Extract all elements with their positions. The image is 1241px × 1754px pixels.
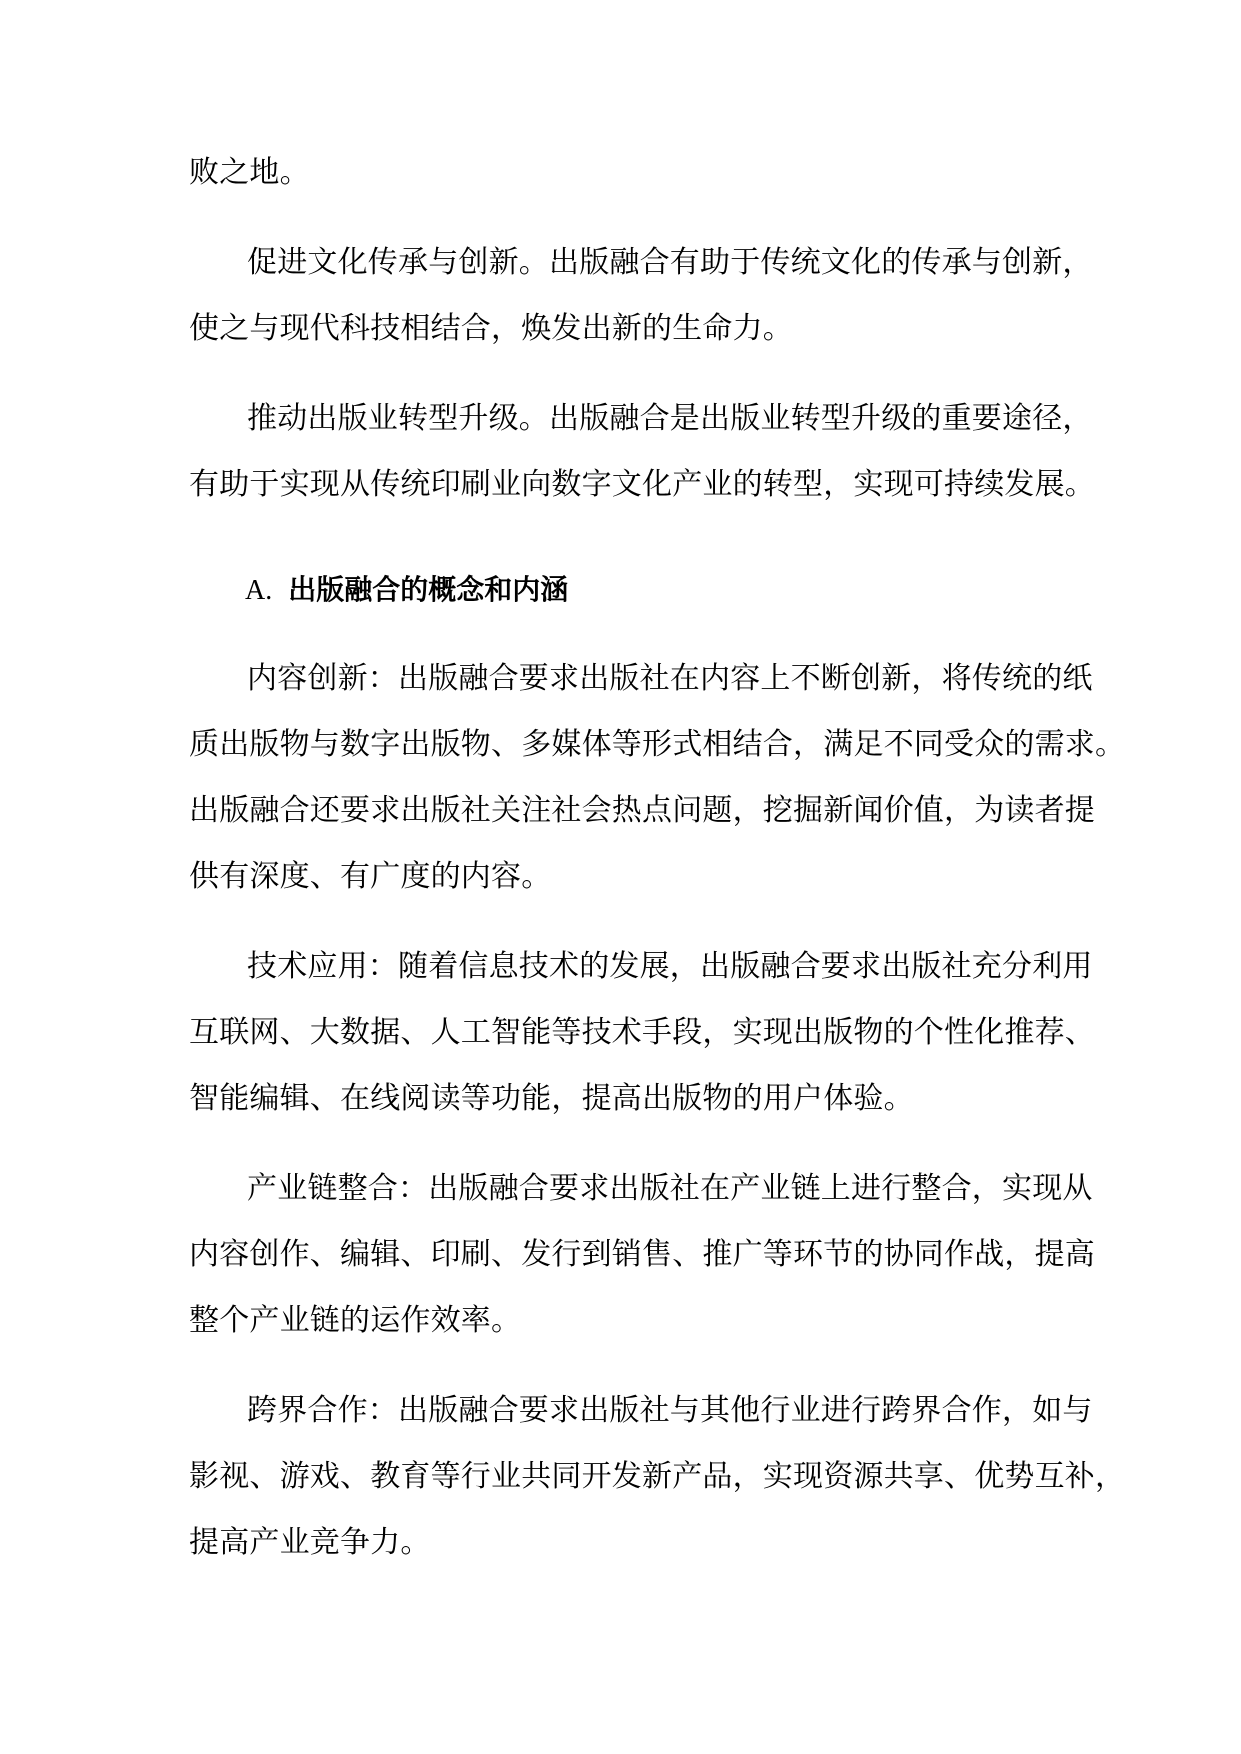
text-line: 使之与现代科技相结合，焕发出新的生命力。 [189,311,793,346]
text-line: 影视、游戏、教育等行业共同开发新产品，实现资源共享、优势互补， [189,1459,1126,1494]
paragraph [189,646,1126,910]
text-line: 智能编辑、在线阅读等功能，提高出版物的用户体验。 [189,1081,914,1116]
paragraph [189,1378,1126,1576]
text-line: 供有深度、有广度的内容。 [189,859,552,894]
section-title: 出版融合的概念和内涵 [288,573,569,606]
paragraph [189,934,1095,1132]
section-heading [189,540,1069,640]
paragraph [189,230,1093,362]
paragraph [189,386,1095,518]
text-line: 产业链整合：出版融合要求出版社在产业链上进行整合，实现从 [247,1171,1093,1206]
paragraph [189,1156,1095,1354]
text-line: 促进文化传承与创新。出版融合有助于传统文化的传承与创新， [247,245,1093,280]
text-line: 有助于实现从传统印刷业向数字文化产业的转型，实现可持续发展。 [189,467,1095,502]
text-line: 提高产业竞争力。 [189,1525,431,1560]
text-line: 互联网、大数据、人工智能等技术手段，实现出版物的个性化推荐、 [189,1015,1095,1050]
text-line: 败之地。 [189,155,310,190]
text-line: 技术应用：随着信息技术的发展，出版融合要求出版社充分利用 [247,949,1093,984]
text-line: 出版融合还要求出版社关注社会热点问题，挖掘新闻价值，为读者提 [189,793,1095,828]
text-line: 推动出版业转型升级。出版融合是出版业转型升级的重要途径， [247,401,1093,436]
text-line: 跨界合作：出版融合要求出版社与其他行业进行跨界合作，如与 [247,1393,1093,1428]
text-line: 内容创作、编辑、印刷、发行到销售、推广等环节的协同作战，提高 [189,1237,1095,1272]
paragraph [189,140,1069,206]
text-line: 质出版物与数字出版物、多媒体等形式相结合，满足不同受众的需求。 [189,727,1126,762]
section-marker: A. [245,575,273,606]
text-line: 内容创新：出版融合要求出版社在内容上不断创新，将传统的纸 [247,661,1093,696]
document-body [189,140,1126,1576]
text-line: 整个产业链的运作效率。 [189,1303,522,1338]
